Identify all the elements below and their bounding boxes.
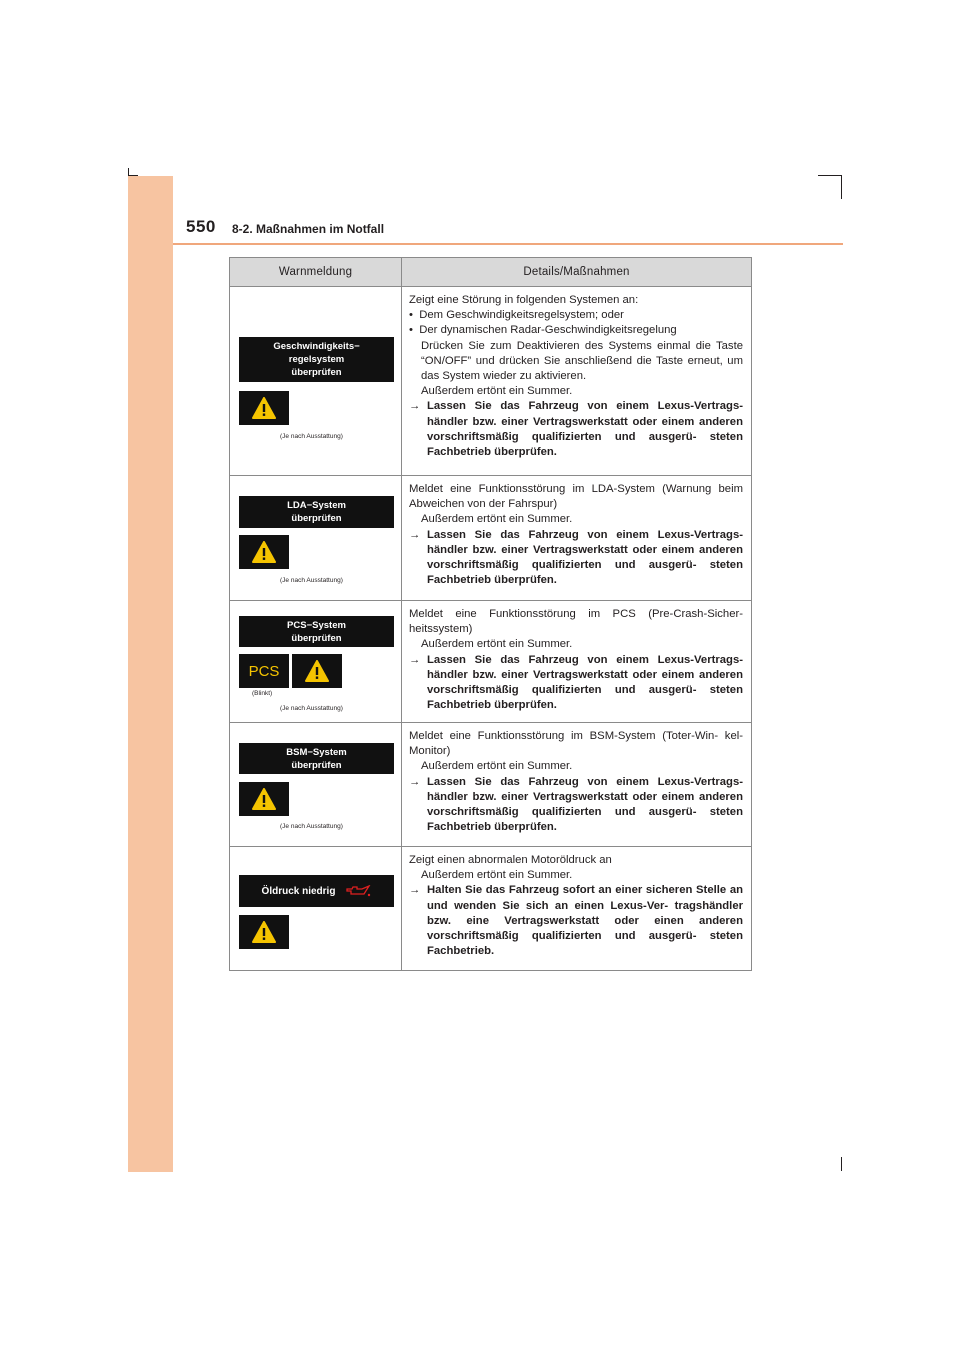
table-row (230, 287, 752, 476)
warning-icon-cell (230, 287, 402, 476)
header-rule (173, 243, 843, 245)
note-text: Außerdem ertönt ein Summer. (421, 760, 573, 773)
table-header-row (230, 258, 752, 287)
arrow-icon: → (409, 775, 421, 788)
warning-message-display: LDA−System überprüfen (239, 496, 394, 528)
warning-icon-cell (230, 847, 402, 971)
details-cell: Zeigt eine Störung in folgenden Systemen an: • Dem Geschwindigkeitsregelsystem; oder • Der dynamischen Radar-Geschwindigkeitsregelung Drücken Sie zum Deaktivieren des Systems einmal die Taste “ON/OFF” und drücken Sie anschließend die Taste erneut, um das System wieder zu aktivieren. Außerdem ertönt ein Summer. → Lassen Sie das Fahrzeug von einem Lexus-Vertrags- händler bzw. einer Vertragswerkstatt oder einem anderen vorschriftsmäßig qualifizierten und ausgerü- steten Fachbetrieb überprüfen. (402, 287, 752, 476)
arrow-icon: → (409, 400, 421, 413)
arrow-icon: → (409, 884, 421, 897)
crop-mark (818, 175, 842, 176)
warning-message-display: Öldruck niedrig (239, 875, 394, 907)
warning-message-display: BSM−System überprüfen (239, 743, 394, 774)
action-instruction: → Lassen Sie das Fahrzeug von einem Lexus-Vertrags- händler bzw. einer Vertragswerkstatt oder einem anderen vorschriftsmäßig qualifizierten und ausgerü- steten Fachbetrieb überprüfen. (409, 528, 743, 587)
availability-caption: (Je nach Ausstattung) (280, 705, 343, 712)
action-instruction: → Halten Sie das Fahrzeug sofort an einer sicheren Stelle an und wenden Sie sich an einen Lexus-Ver- tragshändler bzw. eine Vertragswerkstatt oder einen anderen vorschriftsmäßig qualifizierten und ausgerü- steten Fachbetrieb. (409, 884, 743, 958)
warning-triangle-icon (292, 654, 342, 688)
list-item: • Der dynamischen Radar-Geschwindigkeitsregelung (409, 324, 677, 337)
table-row (230, 476, 752, 601)
warning-icon-cell (230, 601, 402, 723)
warning-message-display: Geschwindigkeits− regelsystem überprüfen (239, 337, 394, 382)
availability-caption: (Je nach Ausstattung) (280, 577, 343, 584)
crop-mark (841, 175, 842, 199)
table-row (230, 601, 752, 723)
section-title: 8-2. Maßnahmen im Notfall (232, 222, 385, 236)
details-cell: Meldet eine Funktionsstörung im LDA-System (Warnung beim Abweichen von der Fahrspur) Außerdem ertönt ein Summer. → Lassen Sie das Fahrzeug von einem Lexus-Vertrags- händler bzw. einer Vertragswerkstatt oder einem anderen vorschriftsmäßig qualifizierten und ausgerü- steten Fachbetrieb überprüfen. (402, 476, 752, 601)
warning-triangle-icon (239, 782, 289, 816)
table-row (230, 723, 752, 847)
warning-triangle-icon (239, 535, 289, 569)
warning-triangle-icon (239, 915, 289, 949)
details-cell: Meldet eine Funktionsstörung im PCS (Pre-Crash-Sicher- heitssystem) Außerdem ertönt ein Summer. → Lassen Sie das Fahrzeug von einem Lexus-Vertrags- händler bzw. einer Vertragswerkstatt oder einem anderen vorschriftsmäßig qualifizierten und ausgerü- steten Fachbetrieb überprüfen. (402, 601, 752, 723)
column-header-details: Details/Maßnahmen (402, 258, 752, 287)
pcs-indicator: PCS (239, 654, 289, 688)
details-cell: Zeigt einen abnormalen Motoröldruck an Außerdem ertönt ein Summer. → Halten Sie das Fahrzeug sofort an einer sicheren Stelle an und wenden Sie sich an einen Lexus-Ver- tragshändler bzw. eine Vertragswerkstatt oder einen anderen vorschriftsmäßig qualifizierten und ausgerü- steten Fachbetrieb. (402, 847, 752, 971)
note-text: Drücken Sie zum Deaktivieren des Systems einmal die Taste “ON/OFF” und drücken Sie anschließend die Taste erneut, um das System wieder zu aktivieren. (421, 339, 743, 383)
arrow-icon: → (409, 653, 421, 666)
action-instruction: → Lassen Sie das Fahrzeug von einem Lexus-Vertrags- händler bzw. einer Vertragswerkstatt oder einem anderen vorschriftsmäßig qualifizierten und ausgerü- steten Fachbetrieb überprüfen. (409, 775, 743, 834)
action-instruction: → Lassen Sie das Fahrzeug von einem Lexus-Vertrags- händler bzw. einer Vertragswerkstatt oder einem anderen vorschriftsmäßig qualifizierten und ausgerü- steten Fachbetrieb überprüfen. (409, 653, 743, 712)
oil-can-icon (345, 885, 371, 897)
warning-table (229, 257, 752, 971)
table-row (230, 847, 752, 971)
warning-icon-cell (230, 476, 402, 601)
warning-triangle-icon (239, 391, 289, 425)
details-cell: Meldet eine Funktionsstörung im BSM-System (Toter-Win- kel-Monitor) Außerdem ertönt ein Summer. → Lassen Sie das Fahrzeug von einem Lexus-Vertrags- händler bzw. einer Vertragswerkstatt oder einem anderen vorschriftsmäßig qualifizierten und ausgerü- steten Fachbetrieb überprüfen. (402, 723, 752, 847)
crop-mark (841, 1157, 842, 1171)
blink-caption: (Blinkt) (252, 690, 273, 697)
note-text: Außerdem ertönt ein Summer. (421, 638, 573, 651)
crop-mark (128, 168, 129, 176)
column-header-warnmeldung: Warnmeldung (230, 258, 402, 287)
warning-message-display: PCS−System überprüfen (239, 616, 394, 647)
chapter-sidebar (128, 176, 173, 1172)
availability-caption: (Je nach Ausstattung) (280, 433, 343, 440)
action-instruction: → Lassen Sie das Fahrzeug von einem Lexus-Vertrags- händler bzw. einer Vertragswerkstatt oder einem anderen vorschriftsmäßig qualifizierten und ausgerü- steten Fachbetrieb überprüfen. (409, 400, 743, 459)
list-item: • Dem Geschwindigkeitsregelsystem; oder (409, 309, 624, 322)
note-text: Außerdem ertönt ein Summer. (421, 869, 573, 882)
page-number: 550 (186, 217, 216, 236)
note-text: Außerdem ertönt ein Summer. (421, 513, 573, 526)
arrow-icon: → (409, 528, 421, 541)
note-text: Außerdem ertönt ein Summer. (421, 385, 573, 398)
warning-icon-cell (230, 723, 402, 847)
availability-caption: (Je nach Ausstattung) (280, 823, 343, 830)
crop-mark (128, 175, 138, 176)
